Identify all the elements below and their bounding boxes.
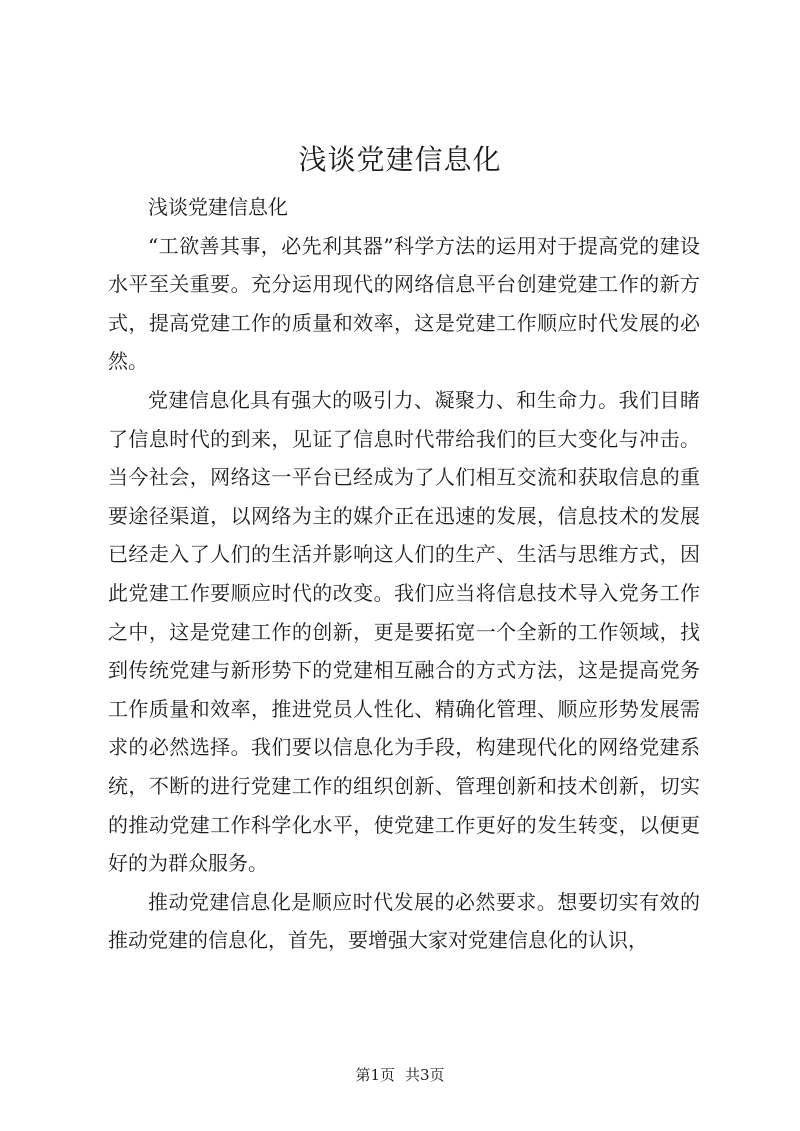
paragraph-subtitle: 浅谈党建信息化: [148, 195, 288, 219]
document-title: 浅谈党建信息化: [298, 143, 502, 176]
document-body: [108, 188, 700, 960]
page-footer: [0, 1065, 800, 1085]
paragraph-intro: “工欲善其事，必先利其器”科学方法的运用对于提高党的建设水平至关重要。充分运用现代的网络信息平台创建党建工作的新方式，提高党建工作的质量和效率，这是党建工作顺应时代发展的必然。: [108, 233, 700, 374]
paragraph-main: 党建信息化具有强大的吸引力、凝聚力、和生命力。我们目睹了信息时代的到来，见证了信息时代带给我们的巨大变化与冲击。当今社会，网络这一平台已经成为了人们相互交流和获取信息的重要途径渠道，以网络为主的媒介正在迅速的发展，信息技术的发展已经走入了人们的生活并影响这人们的生产、生活与思维方式，因此党建工作要顺应时代的改变。我们应当将信息技术导入党务工作之中，这是党建工作的创新，更是要拓宽一个全新的工作领域，找到传统党建与新形势下的党建相互融合的方式方法，这是提高党务工作质量和效率，推进党员人性化、精确化管理、顺应形势发展需求的必然选择。我们要以信息化为手段，构建现代化的网络党建系统，不断的进行党建工作的组织创新、管理创新和技术创新，切实的推动党建工作科学化水平，使党建工作更好的发生转变，以便更好的为群众服务。: [108, 387, 700, 876]
paragraph-continued: 推动党建信息化是顺应时代发展的必然要求。想要切实有效的推动党建的信息化，首先，要增强大家对党建信息化的认识，: [108, 889, 700, 953]
page-total: 共3页: [405, 1066, 445, 1084]
page-number: 第1页: [355, 1066, 395, 1084]
